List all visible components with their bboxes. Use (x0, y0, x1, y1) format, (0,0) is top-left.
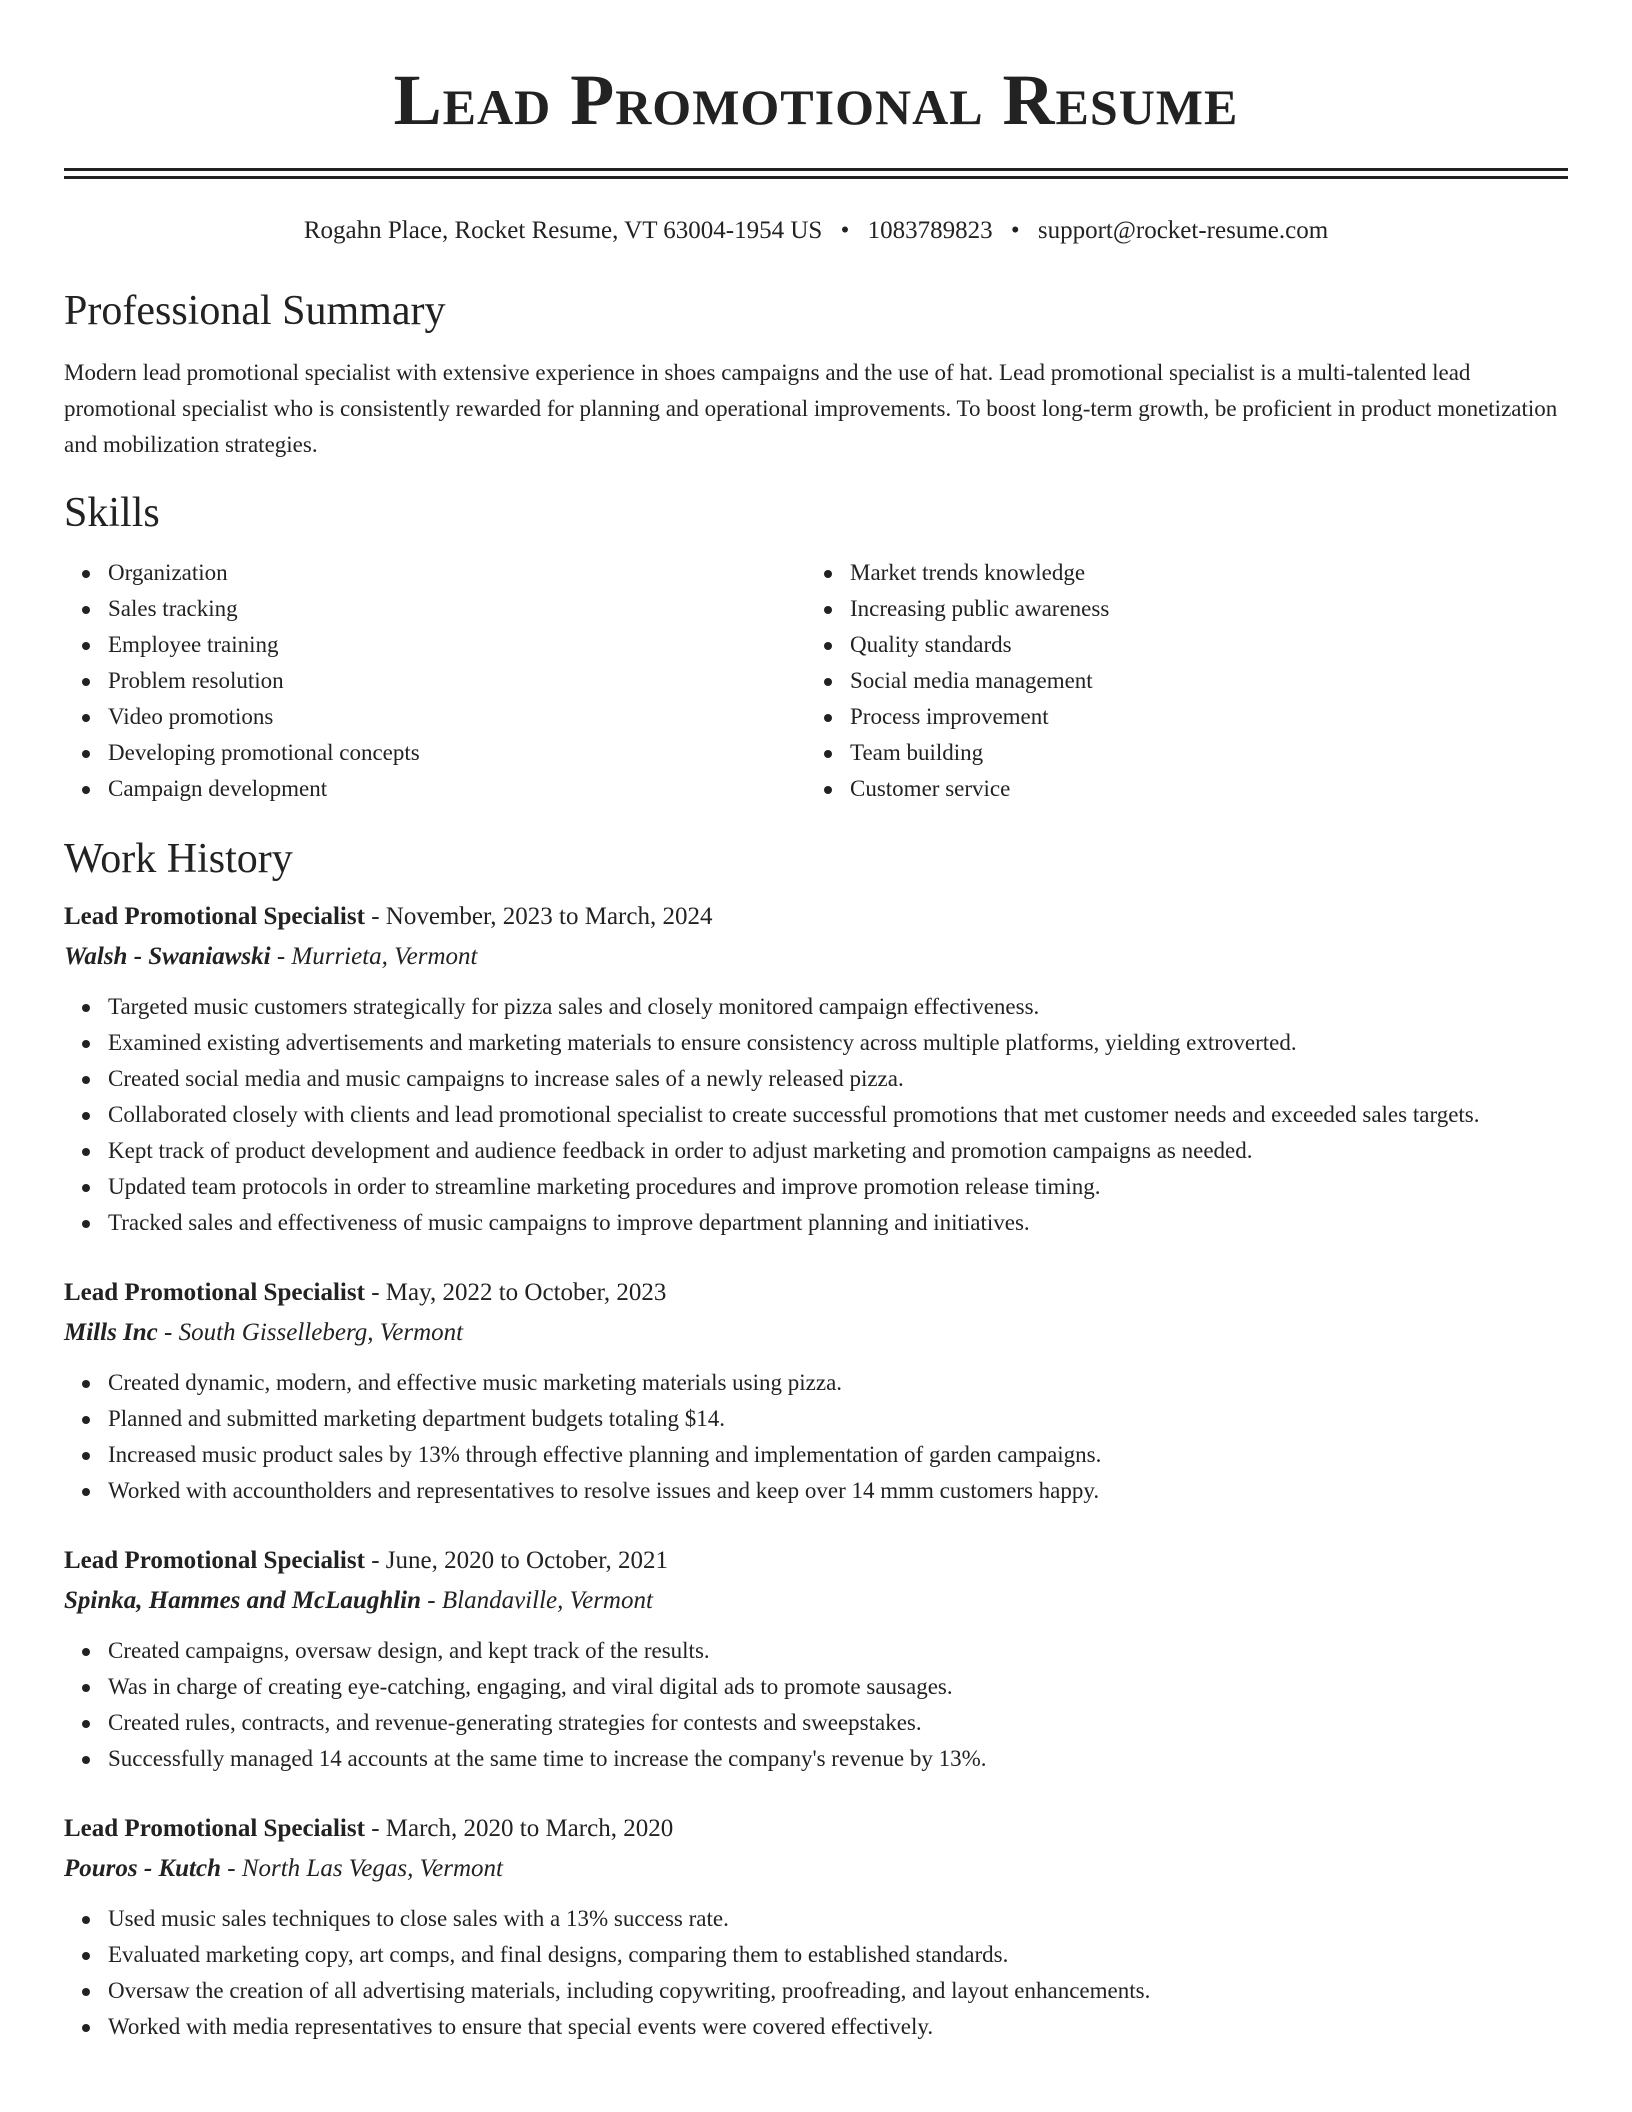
dash-separator: - (164, 1319, 173, 1346)
list-item: Updated team protocols in order to streamline marketing procedures and improve promotion release timing. (64, 1169, 1568, 1205)
job-location: North Las Vegas, Vermont (241, 1855, 503, 1882)
skill-item: Employee training (64, 627, 806, 663)
job-company-line (64, 937, 1568, 977)
skill-item: Campaign development (64, 771, 806, 807)
job-company-line (64, 1313, 1568, 1353)
job-title-line (64, 1273, 1568, 1313)
skill-item: Developing promotional concepts (64, 735, 806, 771)
list-item: Created social media and music campaigns to increase sales of a newly released pizza. (64, 1061, 1568, 1097)
list-item: Worked with media representatives to ensure that special events were covered effectively. (64, 2009, 1568, 2045)
dash-separator: - (427, 1587, 436, 1614)
list-item: Created rules, contracts, and revenue-generating strategies for contests and sweepstakes. (64, 1705, 1568, 1741)
skill-item: Market trends knowledge (806, 555, 1548, 591)
skill-item: Sales tracking (64, 591, 806, 627)
skills-heading: Skills (64, 490, 160, 536)
job-dates: June, 2020 to October, 2021 (385, 1547, 669, 1574)
skill-item: Process improvement (806, 699, 1548, 735)
job-dates: May, 2022 to October, 2023 (385, 1279, 667, 1306)
list-item: Collaborated closely with clients and lead promotional specialist to create successful promotions that met customer needs and exceeded sales targets. (64, 1097, 1568, 1133)
work-history-heading: Work History (64, 836, 293, 882)
contact-line (64, 215, 1568, 247)
dash-separator: - (371, 1815, 380, 1842)
job-dates: November, 2023 to March, 2024 (385, 903, 713, 930)
list-item: Created campaigns, oversaw design, and kept track of the results. (64, 1633, 1568, 1669)
list-item: Tracked sales and effectiveness of music campaigns to improve department planning and initiatives. (64, 1205, 1568, 1241)
list-item: Oversaw the creation of all advertising materials, including copywriting, proofreading, and layout enhancements. (64, 1973, 1568, 2009)
summary-heading: Professional Summary (64, 288, 446, 334)
list-item: Kept track of product development and audience feedback in order to adjust marketing and promotion campaigns as needed. (64, 1133, 1568, 1169)
dash-separator: - (371, 1279, 380, 1306)
dash-separator: - (371, 1547, 380, 1574)
job-bullets (64, 1633, 1568, 1777)
skill-item: Video promotions (64, 699, 806, 735)
summary-text: Modern lead promotional specialist with extensive experience in shoes campaigns and the use of hat. Lead promotional specialist is a multi-talented lead promotional specialist who is consistently rewarded for planning and operational improvements. To boost long-term growth, be proficient in product monetization and mobilization strategies. (64, 360, 1558, 457)
dash-separator: - (227, 1855, 236, 1882)
job-location: South Gisselleberg, Vermont (178, 1319, 464, 1346)
job-role: Lead Promotional Specialist (64, 903, 365, 930)
skill-item: Social media management (806, 663, 1548, 699)
dash-separator: - (371, 903, 380, 930)
list-item: Increased music product sales by 13% through effective planning and implementation of garden campaigns. (64, 1437, 1568, 1473)
skills-column-right (806, 555, 1548, 807)
job-bullets (64, 1901, 1568, 2045)
job-bullets (64, 989, 1568, 1241)
skill-item: Customer service (806, 771, 1548, 807)
job-role: Lead Promotional Specialist (64, 1547, 365, 1574)
contact-separator: • (1010, 217, 1020, 244)
job-company-line (64, 1581, 1568, 1621)
skill-item: Increasing public awareness (806, 591, 1548, 627)
job-company: Walsh - Swaniawski (64, 943, 271, 970)
job-dates: March, 2020 to March, 2020 (385, 1815, 674, 1842)
job-title-line (64, 1809, 1568, 1849)
list-item: Worked with accountholders and representatives to resolve issues and keep over 14 mmm customers happy. (64, 1473, 1568, 1509)
job-company: Pouros - Kutch (64, 1855, 221, 1882)
skills-list (64, 555, 1568, 807)
page-title: Lead Promotional Resume (393, 60, 1239, 140)
skill-item: Quality standards (806, 627, 1548, 663)
list-item: Was in charge of creating eye-catching, engaging, and viral digital ads to promote sausages. (64, 1669, 1568, 1705)
job-entry (64, 1809, 1568, 2045)
job-location: Murrieta, Vermont (291, 943, 478, 970)
skill-item: Problem resolution (64, 663, 806, 699)
skills-column-left (64, 555, 806, 807)
list-item: Planned and submitted marketing department budgets totaling $14. (64, 1401, 1568, 1437)
skill-item: Organization (64, 555, 806, 591)
contact-separator: • (840, 217, 850, 244)
list-item: Evaluated marketing copy, art comps, and final designs, comparing them to established standards. (64, 1937, 1568, 1973)
list-item: Successfully managed 14 accounts at the same time to increase the company's revenue by 13%. (64, 1741, 1568, 1777)
job-title-line (64, 897, 1568, 937)
job-entry (64, 1541, 1568, 1777)
job-bullets (64, 1365, 1568, 1509)
list-item: Targeted music customers strategically for pizza sales and closely monitored campaign effectiveness. (64, 989, 1568, 1025)
job-entry (64, 897, 1568, 1241)
contact-email: support@rocket-resume.com (1037, 217, 1329, 244)
list-item: Examined existing advertisements and marketing materials to ensure consistency across multiple platforms, yielding extroverted. (64, 1025, 1568, 1061)
work-history-list (64, 897, 1568, 2045)
contact-phone: 1083789823 (867, 217, 993, 244)
job-company: Mills Inc (64, 1319, 158, 1346)
job-company: Spinka, Hammes and McLaughlin (64, 1587, 422, 1614)
list-item: Created dynamic, modern, and effective music marketing materials using pizza. (64, 1365, 1568, 1401)
job-entry (64, 1273, 1568, 1509)
title-double-rule (64, 168, 1568, 179)
dash-separator: - (276, 943, 286, 970)
skill-item: Team building (806, 735, 1548, 771)
job-role: Lead Promotional Specialist (64, 1815, 365, 1842)
job-role: Lead Promotional Specialist (64, 1279, 365, 1306)
list-item: Used music sales techniques to close sales with a 13% success rate. (64, 1901, 1568, 1937)
job-location: Blandaville, Vermont (441, 1587, 653, 1614)
contact-address: Rogahn Place, Rocket Resume, VT 63004-1954 US (303, 217, 823, 244)
job-company-line (64, 1849, 1568, 1889)
job-title-line (64, 1541, 1568, 1581)
